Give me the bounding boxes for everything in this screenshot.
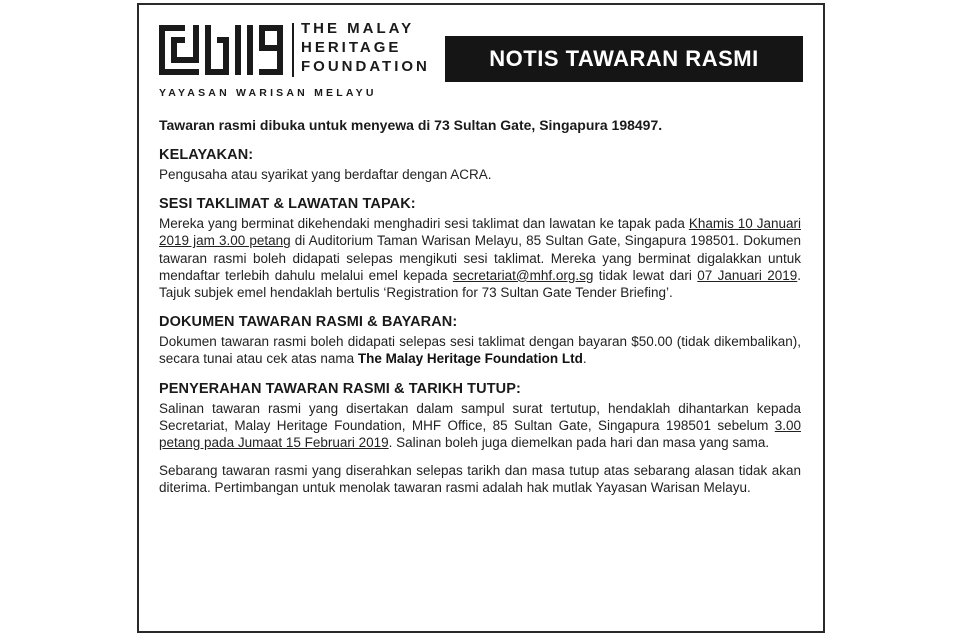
briefing-date-time: Khamis 10 Januari 2019 jam 3.00 petang xyxy=(159,216,801,249)
briefing-text-part: di Auditorium Taman Warisan Melayu, 85 Sultan Gate, Singapura 198501. Dokumen tawaran rasmi boleh didapati selepas mengikuti sesi taklimat. Mereka yang berminat digalakkan untuk mendaftar terlebih dahulu melalui emel kepada xyxy=(159,233,802,283)
briefing-text-part: . Tajuk subjek emel hendaklah bertulis ‘Registration for 73 Sultan Gate Tender Briefing’. xyxy=(159,267,802,301)
documents-text-part: Dokumen tawaran rasmi boleh didapati selepas sesi taklimat dengan bayaran $50.00 (tidak dikembalikan), secara tunai atau cek atas nama xyxy=(159,334,801,367)
submission-text xyxy=(159,400,801,452)
documents-text xyxy=(159,333,801,367)
registration-deadline: 07 Januari 2019 xyxy=(697,267,798,283)
submission-text-part: . Salinan boleh juga diemelkan pada hari dan masa yang sama. xyxy=(388,435,770,451)
org-name-line-1: THE MALAY xyxy=(301,20,415,37)
organisation-name xyxy=(301,19,430,76)
briefing-text-part: Mereka yang berminat dikehendaki menghadiri sesi taklimat dan lawatan ke tapak pada xyxy=(159,216,689,232)
org-name-line-2: HERITAGE xyxy=(301,39,402,56)
eligibility-heading: KELAYAKAN: xyxy=(159,147,254,163)
notice-header xyxy=(159,19,801,117)
eligibility-text: Pengusaha atau syarikat yang berdaftar dengan ACRA. xyxy=(159,167,492,182)
organisation-tagline: YAYASAN WARISAN MELAYU xyxy=(159,87,377,99)
submission-heading: PENYERAHAN TAWARAN RASMI & TARIKH TUTUP: xyxy=(159,380,521,397)
tender-notice xyxy=(137,3,825,633)
briefing-heading: SESI TAKLIMAT & LAWATAN TAPAK: xyxy=(159,196,416,213)
notice-title: NOTIS TAWARAN RASMI xyxy=(489,46,759,71)
payee-name: The Malay Heritage Foundation Ltd xyxy=(357,351,583,367)
lead-statement: Tawaran rasmi dibuka untuk menyewa di 73 Sultan Gate, Singapura 198497. xyxy=(159,117,663,133)
org-name-line-3: FOUNDATION xyxy=(301,58,430,75)
logo-divider xyxy=(292,23,294,77)
closing-date-time: 3.00 petang pada Jumaat 15 Februari 2019 xyxy=(159,417,801,451)
briefing-text xyxy=(159,215,801,301)
submission-text-part: Salinan tawaran rasmi yang disertakan dalam sampul surat tertutup, hendaklah dihantarkan kepada Secretariat, Malay Heritage Foundation, MHF Office, 85 Sultan Gate, Singapura 198501 sebelum xyxy=(159,400,801,433)
documents-text-part: . xyxy=(582,351,587,367)
registration-email-link[interactable]: secretariat@mhf.org.sg xyxy=(452,267,594,283)
documents-heading: DOKUMEN TAWARAN RASMI & BAYARAN: xyxy=(159,314,458,331)
notice-title-banner xyxy=(445,36,803,82)
kufic-logo-icon xyxy=(159,21,284,79)
closing-note-text: Sebarang tawaran rasmi yang diserahkan selepas tarikh dan masa tutup atas sebarang alasan tidak akan diterima. Pertimbangan untuk menolak tawaran rasmi adalah hak mutlak Yayasan Warisan Melayu. xyxy=(159,463,801,496)
briefing-text-part: tidak lewat dari xyxy=(593,267,698,283)
